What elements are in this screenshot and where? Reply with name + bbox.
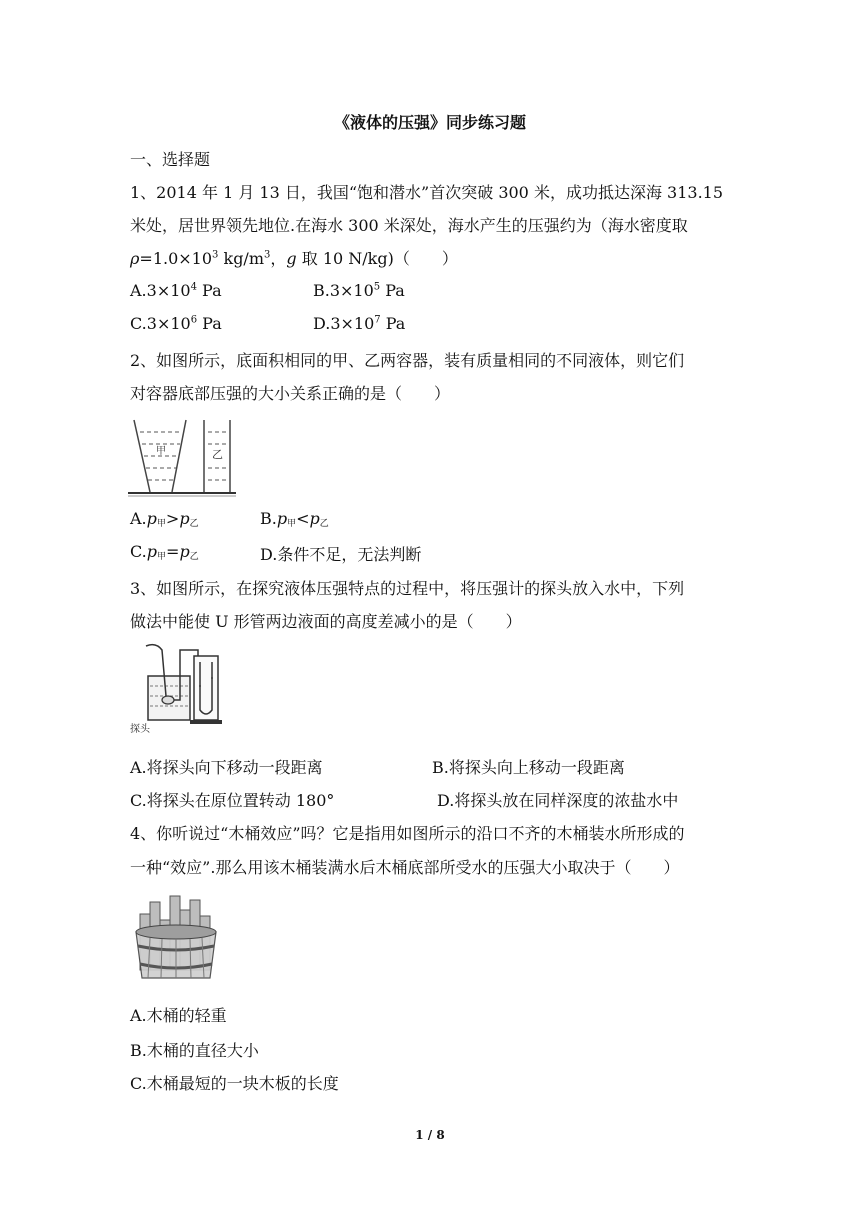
q2-option-a-p2: p [179, 509, 190, 528]
q3-option-d[interactable]: D.将探头放在同样深度的浓盐水中 [437, 791, 679, 810]
q2-option-c-s2: 乙 [189, 552, 199, 562]
q3-line2: 做法中能使 U 形管两边液面的高度差减小的是（ ） [130, 612, 522, 631]
q1-g-value: 取 10 N/kg)（ ） [296, 249, 458, 268]
probe-label: 探头 [130, 724, 150, 735]
q1-option-d-unit: Pa [380, 314, 406, 333]
q2-option-a[interactable] [130, 509, 199, 529]
q2-option-a-s2: 乙 [189, 519, 199, 529]
q1-line2: 米处，居世界领先地位.在海水 300 米深处，海水产生的压强约为（海水密度取 [130, 216, 688, 235]
q1-option-a-unit: Pa [196, 281, 222, 300]
q3-line1: 3、如图所示，在探究液体压强特点的过程中，将压强计的探头放入水中，下列 [130, 579, 685, 598]
label-jia: 甲 [156, 446, 166, 457]
page-title: 《液体的压强》同步练习题 [333, 113, 526, 132]
q1-option-a-exp: 4 [190, 281, 197, 293]
q1-option-d-exp: 7 [374, 314, 381, 326]
q4-line2: 一种“效应”.那么用该木桶装满水后木桶底部所受水的压强大小取决于（ ） [130, 858, 680, 877]
q4-option-b[interactable]: B.木桶的直径大小 [130, 1041, 259, 1060]
q2-line1: 2、如图所示，底面积相同的甲、乙两容器，装有质量相同的不同液体，则它们 [130, 351, 685, 370]
q2-option-c-p2: p [179, 542, 190, 561]
q4-option-a[interactable]: A.木桶的轻重 [130, 1006, 227, 1025]
q2-option-b-p2: p [309, 509, 320, 528]
containers-figure [128, 414, 236, 498]
q1-option-b[interactable] [313, 281, 405, 300]
q1-option-c[interactable] [130, 314, 222, 333]
q1-option-c-exp: 6 [190, 314, 198, 326]
pressure-gauge-figure [128, 640, 228, 738]
q1-line3 [130, 246, 458, 269]
q1-density-unit-exp: 3 [264, 249, 271, 261]
q2-option-a-prefix: A. [130, 509, 147, 528]
q2-option-b-op: < [296, 509, 310, 528]
rho-symbol: ρ [130, 249, 140, 268]
q1-option-a-base: A.3×10 [130, 281, 191, 300]
section-heading: 一、选择题 [130, 150, 211, 169]
q2-option-b-s2: 乙 [319, 519, 329, 529]
q1-density-value: =1.0×10 [139, 249, 213, 268]
q2-option-c-s1: 甲 [157, 552, 167, 562]
q1-comma: ， [270, 249, 287, 268]
q3-option-b[interactable]: B.将探头向上移动一段距离 [432, 758, 625, 777]
q3-option-c[interactable]: C.将探头在原位置转动 180° [130, 791, 335, 810]
q2-option-b-prefix: B. [260, 509, 277, 528]
q2-option-d[interactable]: D.条件不足，无法判断 [260, 545, 422, 564]
q2-option-c-op: = [166, 542, 180, 561]
q1-density-exp: 3 [212, 249, 219, 261]
q2-line2: 对容器底部压强的大小关系正确的是（ ） [130, 384, 451, 403]
q3-option-a[interactable]: A.将探头向下移动一段距离 [130, 758, 323, 777]
q1-option-c-unit: Pa [197, 314, 222, 333]
q2-option-b-s1: 甲 [287, 519, 297, 529]
q1-density-unit: kg/m [218, 249, 264, 268]
q2-option-b-p1: p [276, 509, 288, 528]
q2-option-b[interactable] [260, 509, 329, 529]
q4-line1: 4、你听说过“木桶效应”吗？它是指用如图所示的沿口不齐的木桶装水所形成的 [130, 824, 685, 843]
q1-option-b-exp: 5 [373, 281, 381, 293]
q2-option-a-op: > [165, 509, 180, 528]
q2-option-c[interactable] [130, 542, 199, 562]
wooden-bucket-figure [130, 892, 222, 984]
label-yi: 乙 [212, 448, 223, 461]
q2-option-a-s1: 甲 [156, 519, 166, 529]
q2-option-c-prefix: C. [130, 542, 147, 561]
q1-option-b-base: B.3×10 [313, 281, 374, 300]
g-symbol: g [286, 249, 297, 268]
page-number: 1 / 8 [415, 1128, 445, 1142]
q1-option-b-unit: Pa [380, 281, 405, 300]
q1-option-a[interactable] [130, 281, 222, 300]
q1-option-d[interactable] [313, 314, 405, 333]
q4-option-c[interactable]: C.木桶最短的一块木板的长度 [130, 1074, 339, 1093]
q1-option-c-base: C.3×10 [130, 314, 191, 333]
q2-option-c-p1: p [146, 542, 158, 561]
q1-line1: 1、2014 年 1 月 13 日，我国“饱和潜水”首次突破 300 米，成功抵达深海 313.15 [130, 183, 724, 202]
q2-option-a-p1: p [146, 509, 157, 528]
q1-option-d-base: D.3×10 [313, 314, 375, 333]
